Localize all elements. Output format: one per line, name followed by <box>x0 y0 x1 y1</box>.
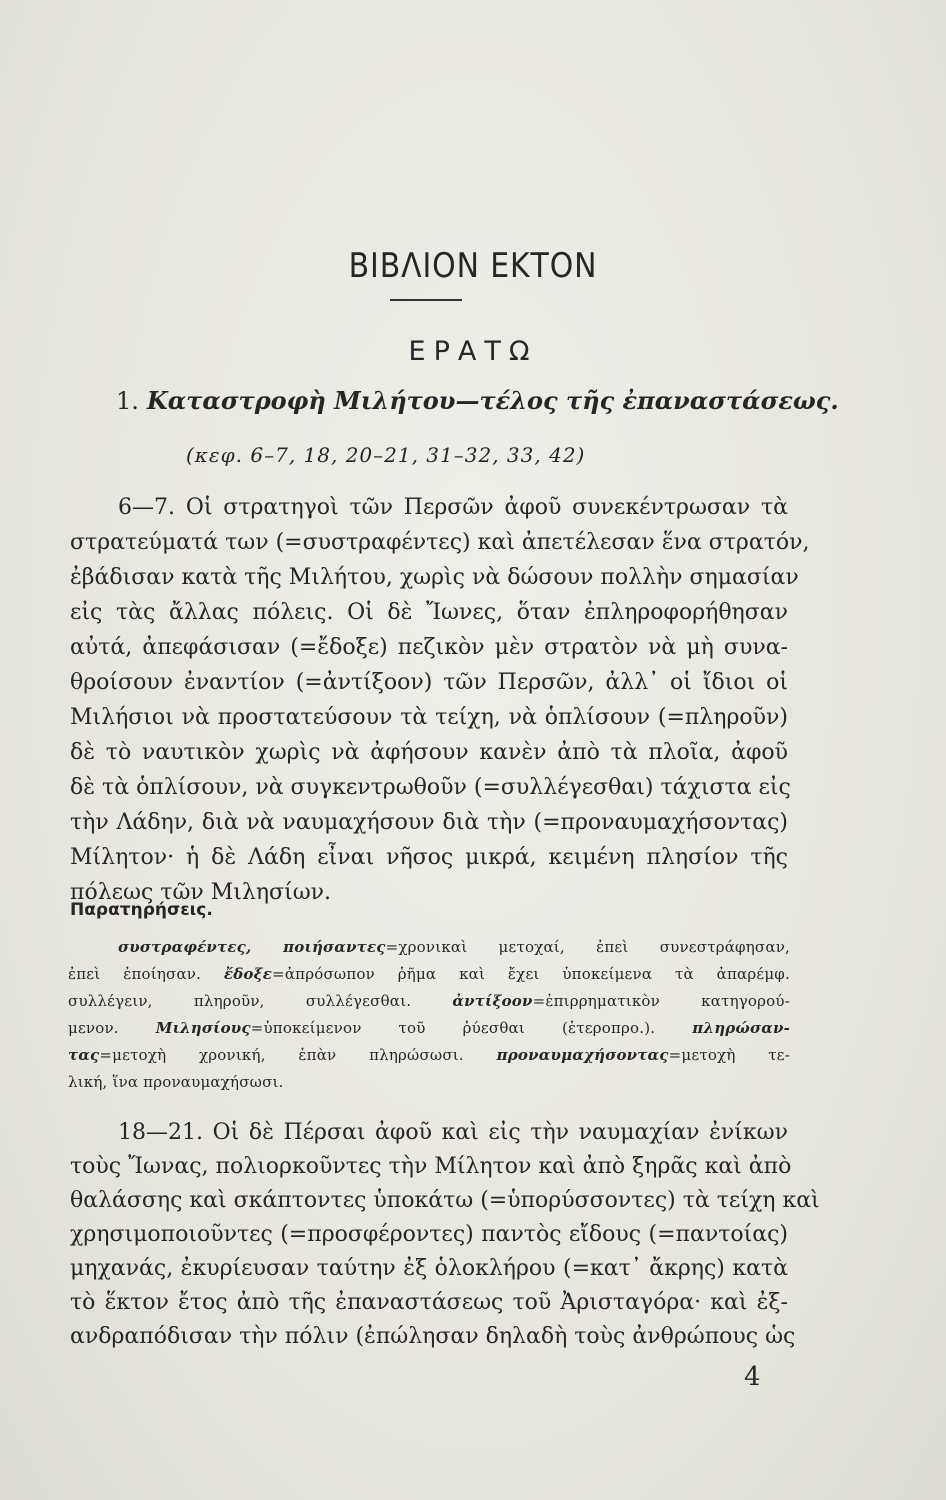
text-line: θροίσουν ἐναντίον (=ἀντίξοον) τῶν Περσῶν, ἀλλ᾽ οἱ ἴδιοι οἱ <box>70 670 788 695</box>
paragraph-6-7 <box>70 490 810 910</box>
chapter-reference: (κεφ. 6–7, 18, 20–21, 31–32, 33, 42) <box>186 443 586 467</box>
note-text: =ἐπιρρηματικὸν κατηγορού- <box>532 992 790 1010</box>
note-line <box>68 988 790 1015</box>
note-text: =μετοχὴ τε- <box>668 1046 790 1064</box>
text-line: τὴν Λάδην, διὰ νὰ ναυμαχήσουν διὰ τὴν (=προναυμαχήσοντας) <box>70 810 788 835</box>
note-text: =χρονικαὶ μετοχαί, ἐπεὶ συνεστράφησαν, <box>385 938 790 956</box>
note-text: ἐπεὶ ἐποίησαν. <box>68 965 224 983</box>
note-line <box>68 961 790 988</box>
text-line: δὲ τὸ ναυτικὸν χωρὶς νὰ ἀφήσουν κανὲν ἀπὸ τὰ πλοῖα, ἀφοῦ <box>70 740 788 765</box>
text-line: Μιλήσιοι νὰ προστατεύσουν τὰ τείχη, νὰ ὁπλίσουν (=πληροῦν) <box>70 705 788 730</box>
note-text: =ὑποκείμενον τοῦ ῥύεσθαι (ἑτεροπρο.). <box>250 1019 693 1037</box>
text-line: ἐβάδισαν κατὰ τῆς Μιλήτου, χωρὶς νὰ δώσουν πολλὴν σημασίαν <box>70 565 799 590</box>
note-text: =μετοχὴ χρονική, ἐπὰν πληρώσωσι. <box>99 1046 497 1064</box>
note-text: =ἀπρόσωπον ῥῆμα καὶ ἔχει ὑποκείμενα τὰ ἀπαρέμφ. <box>272 965 790 983</box>
text-line: εἰς τὰς ἄλλας πόλεις. Οἱ δὲ Ἴωνες, ὅταν ἐπληροφορήθησαν <box>70 600 788 625</box>
notes-heading: Παρατηρήσεις. <box>70 900 213 920</box>
page-number: 4 <box>744 1362 761 1392</box>
text-line: 18—21. Οἱ δὲ Πέρσαι ἀφοῦ καὶ εἰς τὴν ναυμαχίαν ἐνίκων <box>118 1120 788 1145</box>
text-line: τοὺς Ἴωνας, πολιορκοῦντες τὴν Μίλητον καὶ ἀπὸ ξηρᾶς καὶ ἀπὸ <box>70 1154 792 1179</box>
note-term: ἀντίξοον <box>452 992 533 1010</box>
note-term: συστραφέντες, ποιήσαντες <box>118 938 386 956</box>
text-line: θαλάσσης καὶ σκάπτοντες ὑποκάτω (=ὑπορύσσοντες) τὰ τείχη καὶ <box>70 1188 820 1213</box>
text-line: μηχανάς, ἐκυρίευσαν ταύτην ἐξ ὁλοκλήρου (=κατ᾽ ἄκρης) κατὰ <box>70 1256 788 1281</box>
note-term: Μιλησίους <box>155 1019 251 1037</box>
note-line <box>68 934 790 961</box>
text-line: 6—7. Οἱ στρατηγοὶ τῶν Περσῶν ἀφοῦ συνεκέντρωσαν τὰ <box>118 495 788 520</box>
text-line: χρησιμοποιοῦντες (=προσφέροντες) παντὸς εἴδους (=παντοίας) <box>70 1222 788 1247</box>
title-divider <box>390 299 462 301</box>
section-title: ΕΡΑΤΩ <box>408 336 538 367</box>
text-line: πόλεως τῶν Μιλησίων. <box>70 880 332 905</box>
note-line <box>68 1069 790 1096</box>
note-line <box>68 1042 790 1069</box>
note-term: ἔδοξε <box>223 965 273 983</box>
text-line: αὐτά, ἀπεφάσισαν (=ἔδοξε) πεζικὸν μὲν στρατὸν νὰ μὴ συνα- <box>70 635 788 660</box>
paragraph-18-21 <box>70 1116 820 1354</box>
chapter-title: Καταστροφὴ Μιλήτου—τέλος τῆς ἐπαναστάσεως. <box>146 386 839 415</box>
note-text: συλλέγειν, πληροῦν, συλλέγεσθαι. <box>68 992 453 1010</box>
text-line: τὸ ἕκτον ἔτος ἀπὸ τῆς ἐπαναστάσεως τοῦ Ἀρισταγόρα· καὶ ἐξ- <box>70 1290 788 1315</box>
note-term: πληρώσαν- <box>692 1019 790 1037</box>
chapter-heading <box>116 386 839 415</box>
notes-block <box>68 934 790 1096</box>
note-term: τας <box>68 1046 100 1064</box>
text-line: δὲ τὰ ὁπλίσουν, νὰ συγκεντρωθοῦν (=συλλέγεσθαι) τάχιστα εἰς <box>70 775 791 800</box>
book-title: ΒΙΒΛΙΟΝ ΕΚΤΟΝ <box>348 246 598 286</box>
chapter-number: 1. <box>116 387 139 415</box>
text-line: στρατεύματά των (=συστραφέντες) καὶ ἀπετέλεσαν ἕνα στρατόν, <box>70 530 810 555</box>
note-text: λική, ἵνα προναυμαχήσωσι. <box>68 1073 284 1091</box>
note-line <box>68 1015 790 1042</box>
text-line: Μίλητον· ἡ δὲ Λάδη εἶναι νῆσος μικρά, κειμένη πλησίον τῆς <box>70 845 788 870</box>
note-term: προναυμαχήσοντας <box>496 1046 669 1064</box>
note-text: μενον. <box>68 1019 156 1037</box>
text-line: ανδραπόδισαν τὴν πόλιν (ἐπώλησαν δηλαδὴ τοὺς ἀνθρώπους ὡς <box>70 1324 796 1349</box>
